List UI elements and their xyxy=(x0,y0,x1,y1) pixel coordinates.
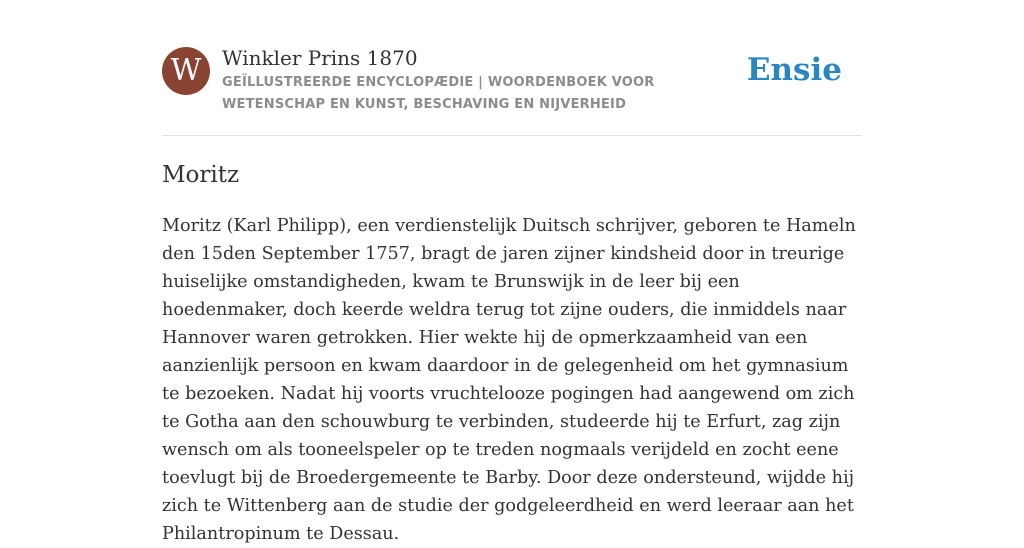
source-header xyxy=(162,44,862,136)
entry-title: Moritz xyxy=(162,162,240,188)
ensie-logo[interactable]: Ensie xyxy=(746,52,842,88)
source-avatar[interactable]: W xyxy=(162,47,210,95)
entry-body: Moritz (Karl Philipp), een verdienstelijk Duitsch schrijver, geboren te Hameln den 15den September 1757, bragt de jaren zijner kindsheid door in treurige huiselijke omstandigheden, kwam te Brunswijk in de leer bij een hoedenmaker, doch keerde weldra terug tot zijne ouders, die inmiddels naar Hannover waren getrokken. Hier wekte hij de opmerkzaamheid van een aanzienlijk persoon en kwam daardoor in de gelegenheid om het gymnasium te bezoeken. Nadat hij voorts vruchtelooze pogingen had aangewend om zich te Gotha aan den schouwburg te verbinden, studeerde hij te Erfurt, zag zijn wensch om als tooneelspeler op te treden nogmaals verijdeld en zocht eene toevlugt bij de Broedergemeente te Barby. Door deze ondersteund, wijdde hij zich te Wittenberg aan de studie der godgeleerdheid en werd leeraar aan het Philantropinum te Dessau. xyxy=(162,216,856,544)
source-title[interactable]: Winkler Prins 1870 xyxy=(222,46,418,70)
source-subtitle: GEÏLLUSTREERDE ENCYCLOPÆDIE | WOORDENBOEK VOOR WETENSCHAP EN KUNST, BESCHAVING EN NIJVERHEID xyxy=(222,75,655,112)
